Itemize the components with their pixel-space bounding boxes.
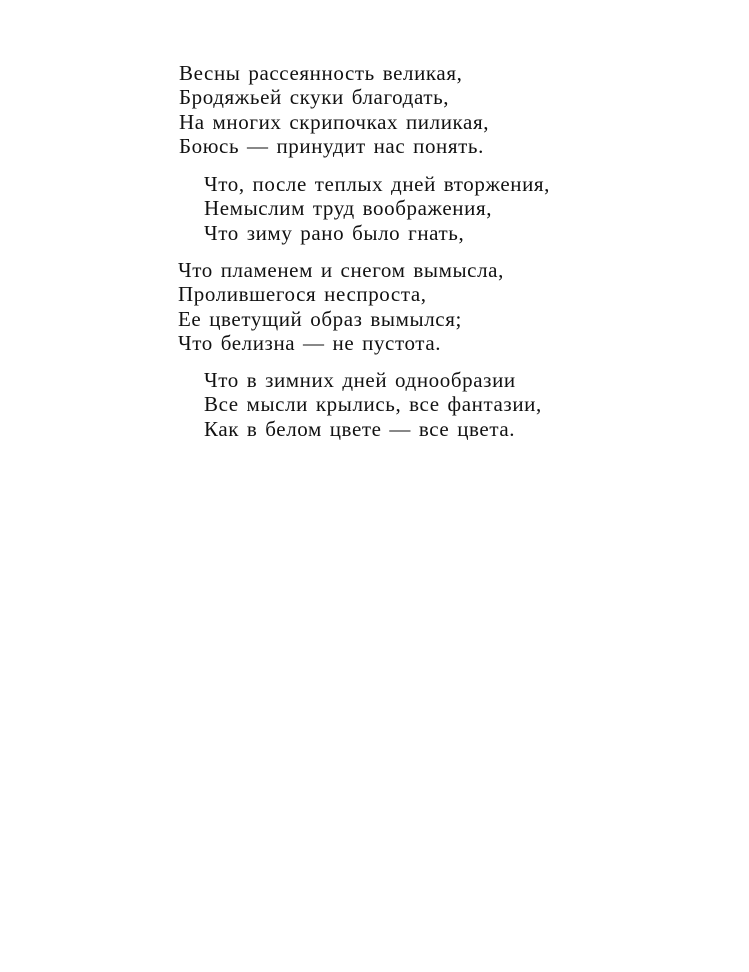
poem-line: Бродяжьей скуки благодать, [179, 85, 450, 110]
poem-line: Все мысли крылись, все фантазии, [204, 392, 542, 417]
poem-line: Что пламенем и снегом вымысла, [178, 258, 504, 282]
poem-line: Что белизна — не пустота. [178, 330, 442, 355]
poem-line: Что, после теплых дней вторжения, [204, 172, 551, 196]
poem-line: Весны рассеянность великая, [179, 61, 463, 85]
poem-line: Как в белом цвете — все цвета. [204, 416, 516, 441]
poem-line: Что в зимних дней однообразии [204, 368, 516, 392]
poem-line: Боюсь — принудит нас понять. [179, 133, 484, 158]
poem-line: Что зиму рано было гнать, [204, 220, 465, 245]
poem-line: Ее цветущий образ вымылся; [178, 306, 462, 331]
stanza-4 [204, 368, 542, 441]
stanza-1 [179, 61, 489, 158]
poem-line: Пролившегося неспроста, [178, 282, 427, 307]
poem-line: На многих скрипочках пиликая, [179, 109, 490, 134]
stanza-2 [204, 172, 550, 245]
stanza-3 [178, 258, 504, 355]
poem-line: Немыслим труд воображения, [204, 196, 493, 221]
